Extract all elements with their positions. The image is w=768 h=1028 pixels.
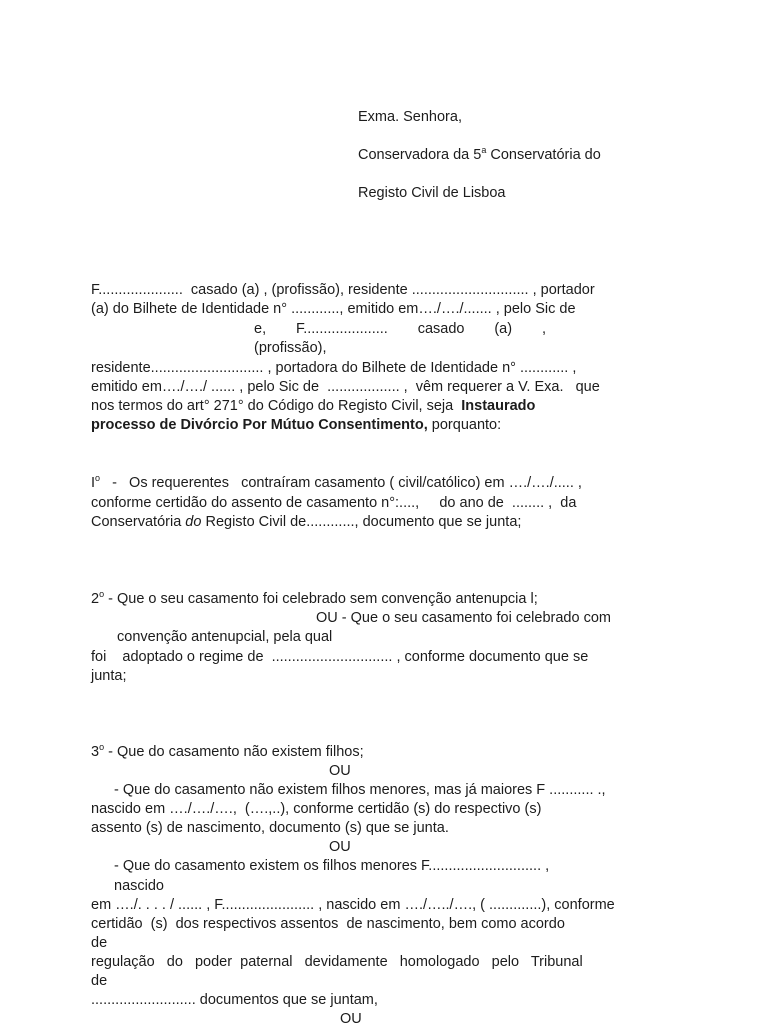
item1-line-2: conforme certidão do assento de casamento n°:...., do ano de ........ , da: [91, 495, 577, 511]
item3-line-12: regulação do poder paternal devidamente homologado pelo Tribunal: [91, 954, 583, 970]
intro-line-3: e, F..................... casado (a) ,: [254, 321, 546, 337]
item3-line-5: assento (s) de nascimento, documento (s) que se junta.: [91, 820, 449, 836]
item3-line-10: certidão (s) dos respectivos assentos de nascimento, bem como acordo: [91, 916, 565, 932]
item3-line-4: nascido em …./…./…., (….,..), conforme certidão (s) do respectivo (s): [91, 801, 542, 817]
item3-line-3: - Que do casamento não existem filhos menores, mas já maiores F ........... .,: [114, 782, 606, 798]
item3-or-1: OU: [329, 763, 351, 779]
item3-line-11: de: [91, 935, 108, 951]
item2-line-1: 2$^o$ - Que o seu casamento foi celebrado sem convenção antenupcia l;: [91, 589, 538, 607]
item3-or-3: OU: [340, 1011, 362, 1027]
item3-line-7: - Que do casamento existem os filhos menores F............................ ,: [114, 858, 550, 874]
item3-line-1: 3$^o$ - Que do casamento não existem filhos;: [91, 742, 364, 760]
intro-line-5: residente............................ , portadora do Bilhete de Identidade n° ............ ,: [91, 360, 577, 376]
intro-line-7: nos termos do art° 271° do Código do Registo Civil, seja Instaurado: [91, 398, 536, 414]
salutation: Exma. Senhora,: [358, 109, 462, 125]
item2-line-5: junta;: [91, 668, 127, 684]
intro-line-1: F..................... casado (a) , (profissão), residente ............................. , portador: [91, 282, 595, 298]
item2-line-3: convenção antenupcial, pela qual: [117, 629, 333, 645]
item2-line-4: foi adoptado o regime de .............................. , conforme documento que se: [91, 649, 589, 665]
item3-or-2: OU: [329, 839, 351, 855]
intro-line-8: processo de Divórcio Por Mútuo Consentimento, porquanto:: [91, 417, 502, 433]
item3-line-9: em …./. . . . / ...... , F....................... , nascido em …./…../…., ( .............), conforme: [91, 897, 615, 913]
item3-line-14: .......................... documentos que se juntam,: [91, 992, 378, 1008]
addressee-office: Registo Civil de Lisboa: [358, 185, 506, 201]
intro-line-4: (profissão),: [254, 340, 327, 356]
item3-line-13: de: [91, 973, 108, 989]
item2-line-2: OU - Que o seu casamento foi celebrado com: [316, 610, 611, 626]
intro-line-2: (a) do Bilhete de Identidade n° ............, emitido em…./…./....... , pelo Sic de: [91, 301, 576, 317]
addressee-line: Conservadora da 5$^a$ Conservatória do: [358, 145, 601, 163]
item1-line-1: $I^o$ - Os requerentes contraíram casamento ( civil/católico) em …./…./..... ,: [91, 473, 582, 491]
item1-line-3: Conservatória do Registo Civil de............, documento que se junta;: [91, 514, 522, 530]
item3-line-8: nascido: [114, 878, 164, 894]
intro-line-6: emitido em…./…./ ...... , pelo Sic de .................. , vêm requerer a V. Exa. que: [91, 379, 600, 395]
